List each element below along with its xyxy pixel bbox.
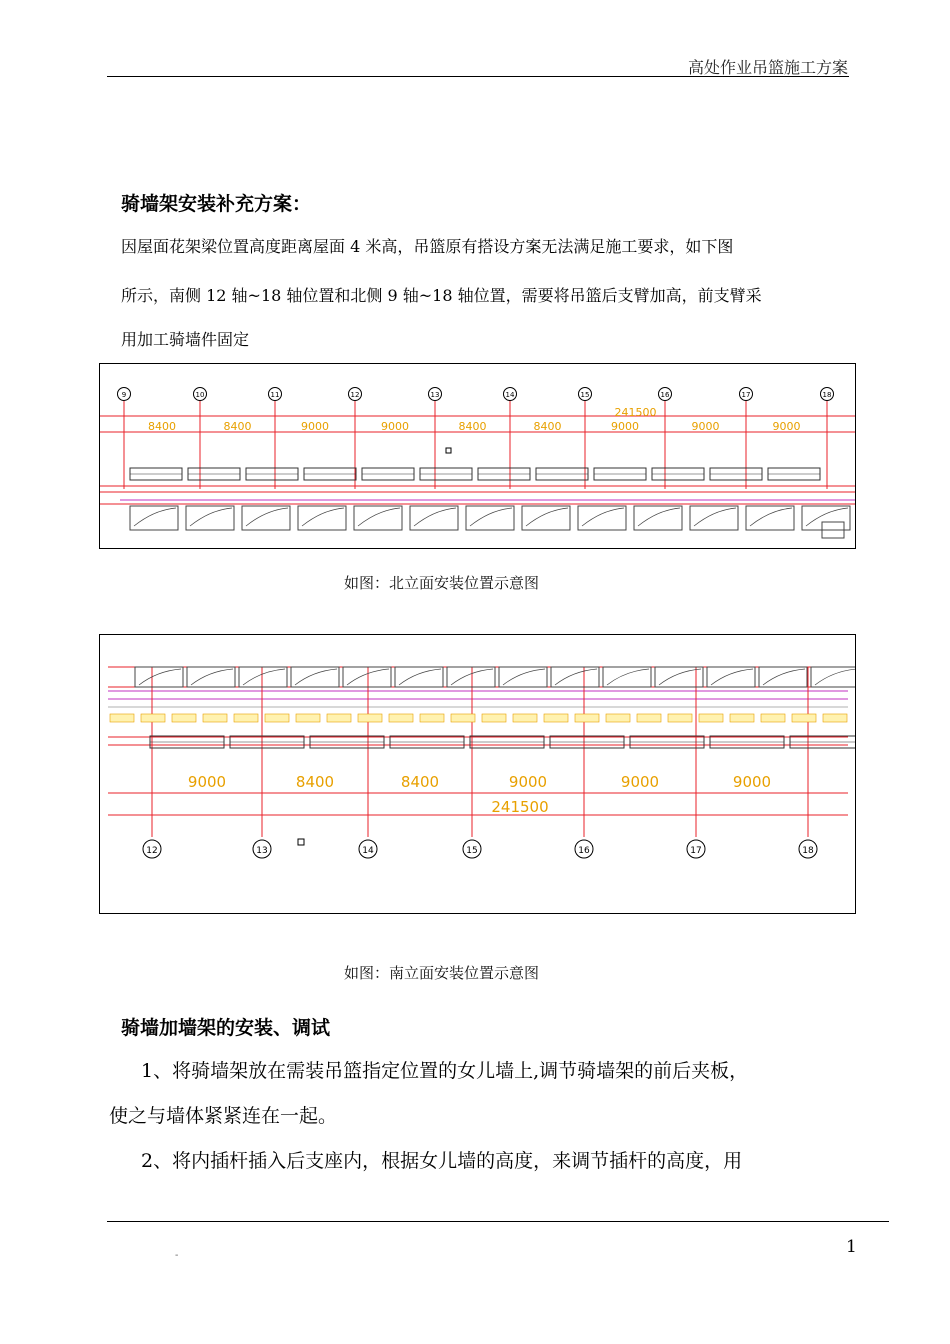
south-truss-brace <box>399 669 441 685</box>
footer-rule <box>107 1221 889 1222</box>
north-truss-brace <box>302 508 344 526</box>
north-span-label: 8400 <box>223 420 252 433</box>
south-dim-tag <box>172 714 196 722</box>
south-dim-tag <box>761 714 785 722</box>
south-truss <box>187 667 235 687</box>
section-heading-1: 骑墙架安装补充方案： <box>121 193 312 215</box>
north-labels <box>122 391 832 433</box>
north-axis-label: 15 <box>580 391 590 399</box>
north-truss <box>802 506 850 530</box>
south-truss-brace <box>659 669 701 685</box>
south-axis-label: 16 <box>578 846 590 856</box>
south-axis-label: 18 <box>802 846 814 856</box>
north-truss <box>466 506 514 530</box>
south-truss-brace <box>191 669 233 685</box>
north-truss <box>298 506 346 530</box>
north-truss-brace <box>750 508 792 526</box>
north-truss-brace <box>582 508 624 526</box>
north-axis-label: 13 <box>430 391 440 399</box>
north-truss <box>242 506 290 530</box>
north-truss-brace <box>638 508 680 526</box>
north-axis-label: 11 <box>270 391 280 399</box>
south-truss <box>551 667 599 687</box>
north-truss-brace <box>414 508 456 526</box>
south-truss-brace <box>139 669 181 685</box>
south-truss-brace <box>555 669 597 685</box>
south-truss <box>291 667 339 687</box>
north-span-label: 9000 <box>301 420 329 433</box>
south-axis-label: 15 <box>466 846 478 856</box>
south-axis-label: 12 <box>146 846 158 856</box>
north-truss-brace <box>526 508 568 526</box>
south-truss <box>395 667 443 687</box>
south-span-label: 8400 <box>295 773 335 791</box>
south-truss <box>759 667 807 687</box>
footer-mark: - <box>175 1250 179 1261</box>
south-truss-brace <box>607 669 649 685</box>
north-axis-label: 12 <box>350 391 360 399</box>
south-dim-tag <box>544 714 568 722</box>
south-figure-caption: 如图：南立面安装位置示意图 <box>344 964 540 982</box>
south-span-label: 9000 <box>508 773 548 791</box>
north-truss-brace <box>246 508 288 526</box>
north-axis-label: 10 <box>195 391 205 399</box>
north-truss <box>690 506 738 530</box>
north-truss <box>578 506 626 530</box>
north-elevation-drawing <box>100 364 855 548</box>
south-marker <box>298 839 304 845</box>
north-truss <box>410 506 458 530</box>
step-1-line-1: 1、将骑墙架放在需装吊篮指定位置的女儿墙上,调节骑墙架的前后夹板， <box>141 1060 749 1082</box>
south-structure <box>110 667 855 845</box>
south-dim-tag <box>451 714 475 722</box>
south-truss <box>343 667 391 687</box>
south-dim-tag <box>730 714 754 722</box>
step-1-line-2: 使之与墙体紧紧连在一起。 <box>109 1105 338 1127</box>
north-truss-brace <box>358 508 400 526</box>
south-axis-label: 13 <box>256 846 268 856</box>
paragraph-line-3: 用加工骑墙件固定 <box>121 330 250 349</box>
south-dim-tag <box>141 714 165 722</box>
north-truss <box>186 506 234 530</box>
north-total-label: 241500 <box>614 406 657 419</box>
paragraph-line-2: 所示，南侧 12 轴~18 轴位置和北侧 9 轴~18 轴位置，需要将吊篮后支臂加高，前支臂采 <box>121 286 762 305</box>
south-truss <box>239 667 287 687</box>
south-dim-tag <box>637 714 661 722</box>
south-dim-tag <box>823 714 847 722</box>
south-elevation-figure <box>99 634 856 914</box>
north-truss-brace <box>134 508 176 526</box>
north-truss <box>130 506 178 530</box>
north-truss <box>354 506 402 530</box>
south-truss <box>603 667 651 687</box>
north-truss-brace <box>694 508 736 526</box>
north-axis-label: 18 <box>822 391 832 399</box>
north-truss-brace <box>190 508 232 526</box>
south-span-label: 9000 <box>620 773 660 791</box>
north-span-label: 8400 <box>458 420 487 433</box>
south-dim-tag <box>575 714 599 722</box>
south-dim-tag <box>792 714 816 722</box>
north-span-label: 9000 <box>611 420 639 433</box>
north-figure-caption: 如图：北立面安装位置示意图 <box>344 574 540 592</box>
paragraph-line-1: 因屋面花架梁位置高度距离屋面 4 米高，吊篮原有搭设方案无法满足施工要求，如下图 <box>121 237 734 256</box>
north-span-label: 9000 <box>381 420 409 433</box>
north-span-label: 8400 <box>533 420 562 433</box>
south-dim-tag <box>265 714 289 722</box>
north-axis-label: 9 <box>121 391 127 399</box>
south-dim-tag <box>699 714 723 722</box>
south-dim-tag <box>389 714 413 722</box>
south-truss-brace <box>711 669 753 685</box>
north-structure <box>130 448 850 538</box>
north-gridlines <box>100 388 855 505</box>
north-truss <box>634 506 682 530</box>
south-dim-tag <box>668 714 692 722</box>
north-marker <box>446 448 451 453</box>
south-total-label: 241500 <box>491 798 549 816</box>
north-span-label: 8400 <box>148 420 176 433</box>
south-dim-tag <box>327 714 351 722</box>
south-dim-tag <box>296 714 320 722</box>
north-axis-label: 17 <box>741 391 751 399</box>
north-axis-label: 14 <box>505 391 515 399</box>
south-span-label: 9000 <box>732 773 772 791</box>
south-truss <box>135 667 183 687</box>
south-gridlines <box>108 667 848 858</box>
south-dim-tag <box>110 714 134 722</box>
south-truss <box>707 667 755 687</box>
south-span-label: 9000 <box>187 773 227 791</box>
south-truss-brace <box>763 669 805 685</box>
south-dim-tag <box>606 714 630 722</box>
south-truss-brace <box>503 669 545 685</box>
south-truss <box>447 667 495 687</box>
south-elevation-drawing <box>100 635 855 913</box>
south-dim-tag <box>420 714 444 722</box>
south-dim-tag <box>358 714 382 722</box>
south-truss-brace <box>243 669 285 685</box>
south-dim-tag <box>234 714 258 722</box>
header-rule <box>107 76 849 77</box>
south-axis-label: 14 <box>362 846 374 856</box>
north-truss-brace <box>806 508 848 526</box>
page-number: 1 <box>846 1237 857 1257</box>
north-truss <box>746 506 794 530</box>
south-truss <box>499 667 547 687</box>
south-dim-tag <box>482 714 506 722</box>
running-header: 高处作业吊篮施工方案 <box>687 58 848 77</box>
step-2-line-1: 2、将内插杆插入后支座内，根据女儿墙的高度，来调节插杆的高度，用 <box>141 1150 743 1172</box>
south-truss-brace <box>815 669 855 685</box>
section-heading-2: 骑墙加墙架的安装、调试 <box>121 1017 331 1039</box>
north-span-label: 9000 <box>772 420 801 433</box>
north-truss-brace <box>470 508 512 526</box>
south-dim-tag <box>513 714 537 722</box>
north-span-label: 9000 <box>691 420 720 433</box>
north-axis-label: 16 <box>660 391 670 399</box>
south-span-label: 8400 <box>400 773 440 791</box>
north-elevation-figure <box>99 363 856 549</box>
north-truss <box>522 506 570 530</box>
south-axis-label: 17 <box>690 846 702 856</box>
south-dim-tag <box>203 714 227 722</box>
south-truss-brace <box>295 669 337 685</box>
